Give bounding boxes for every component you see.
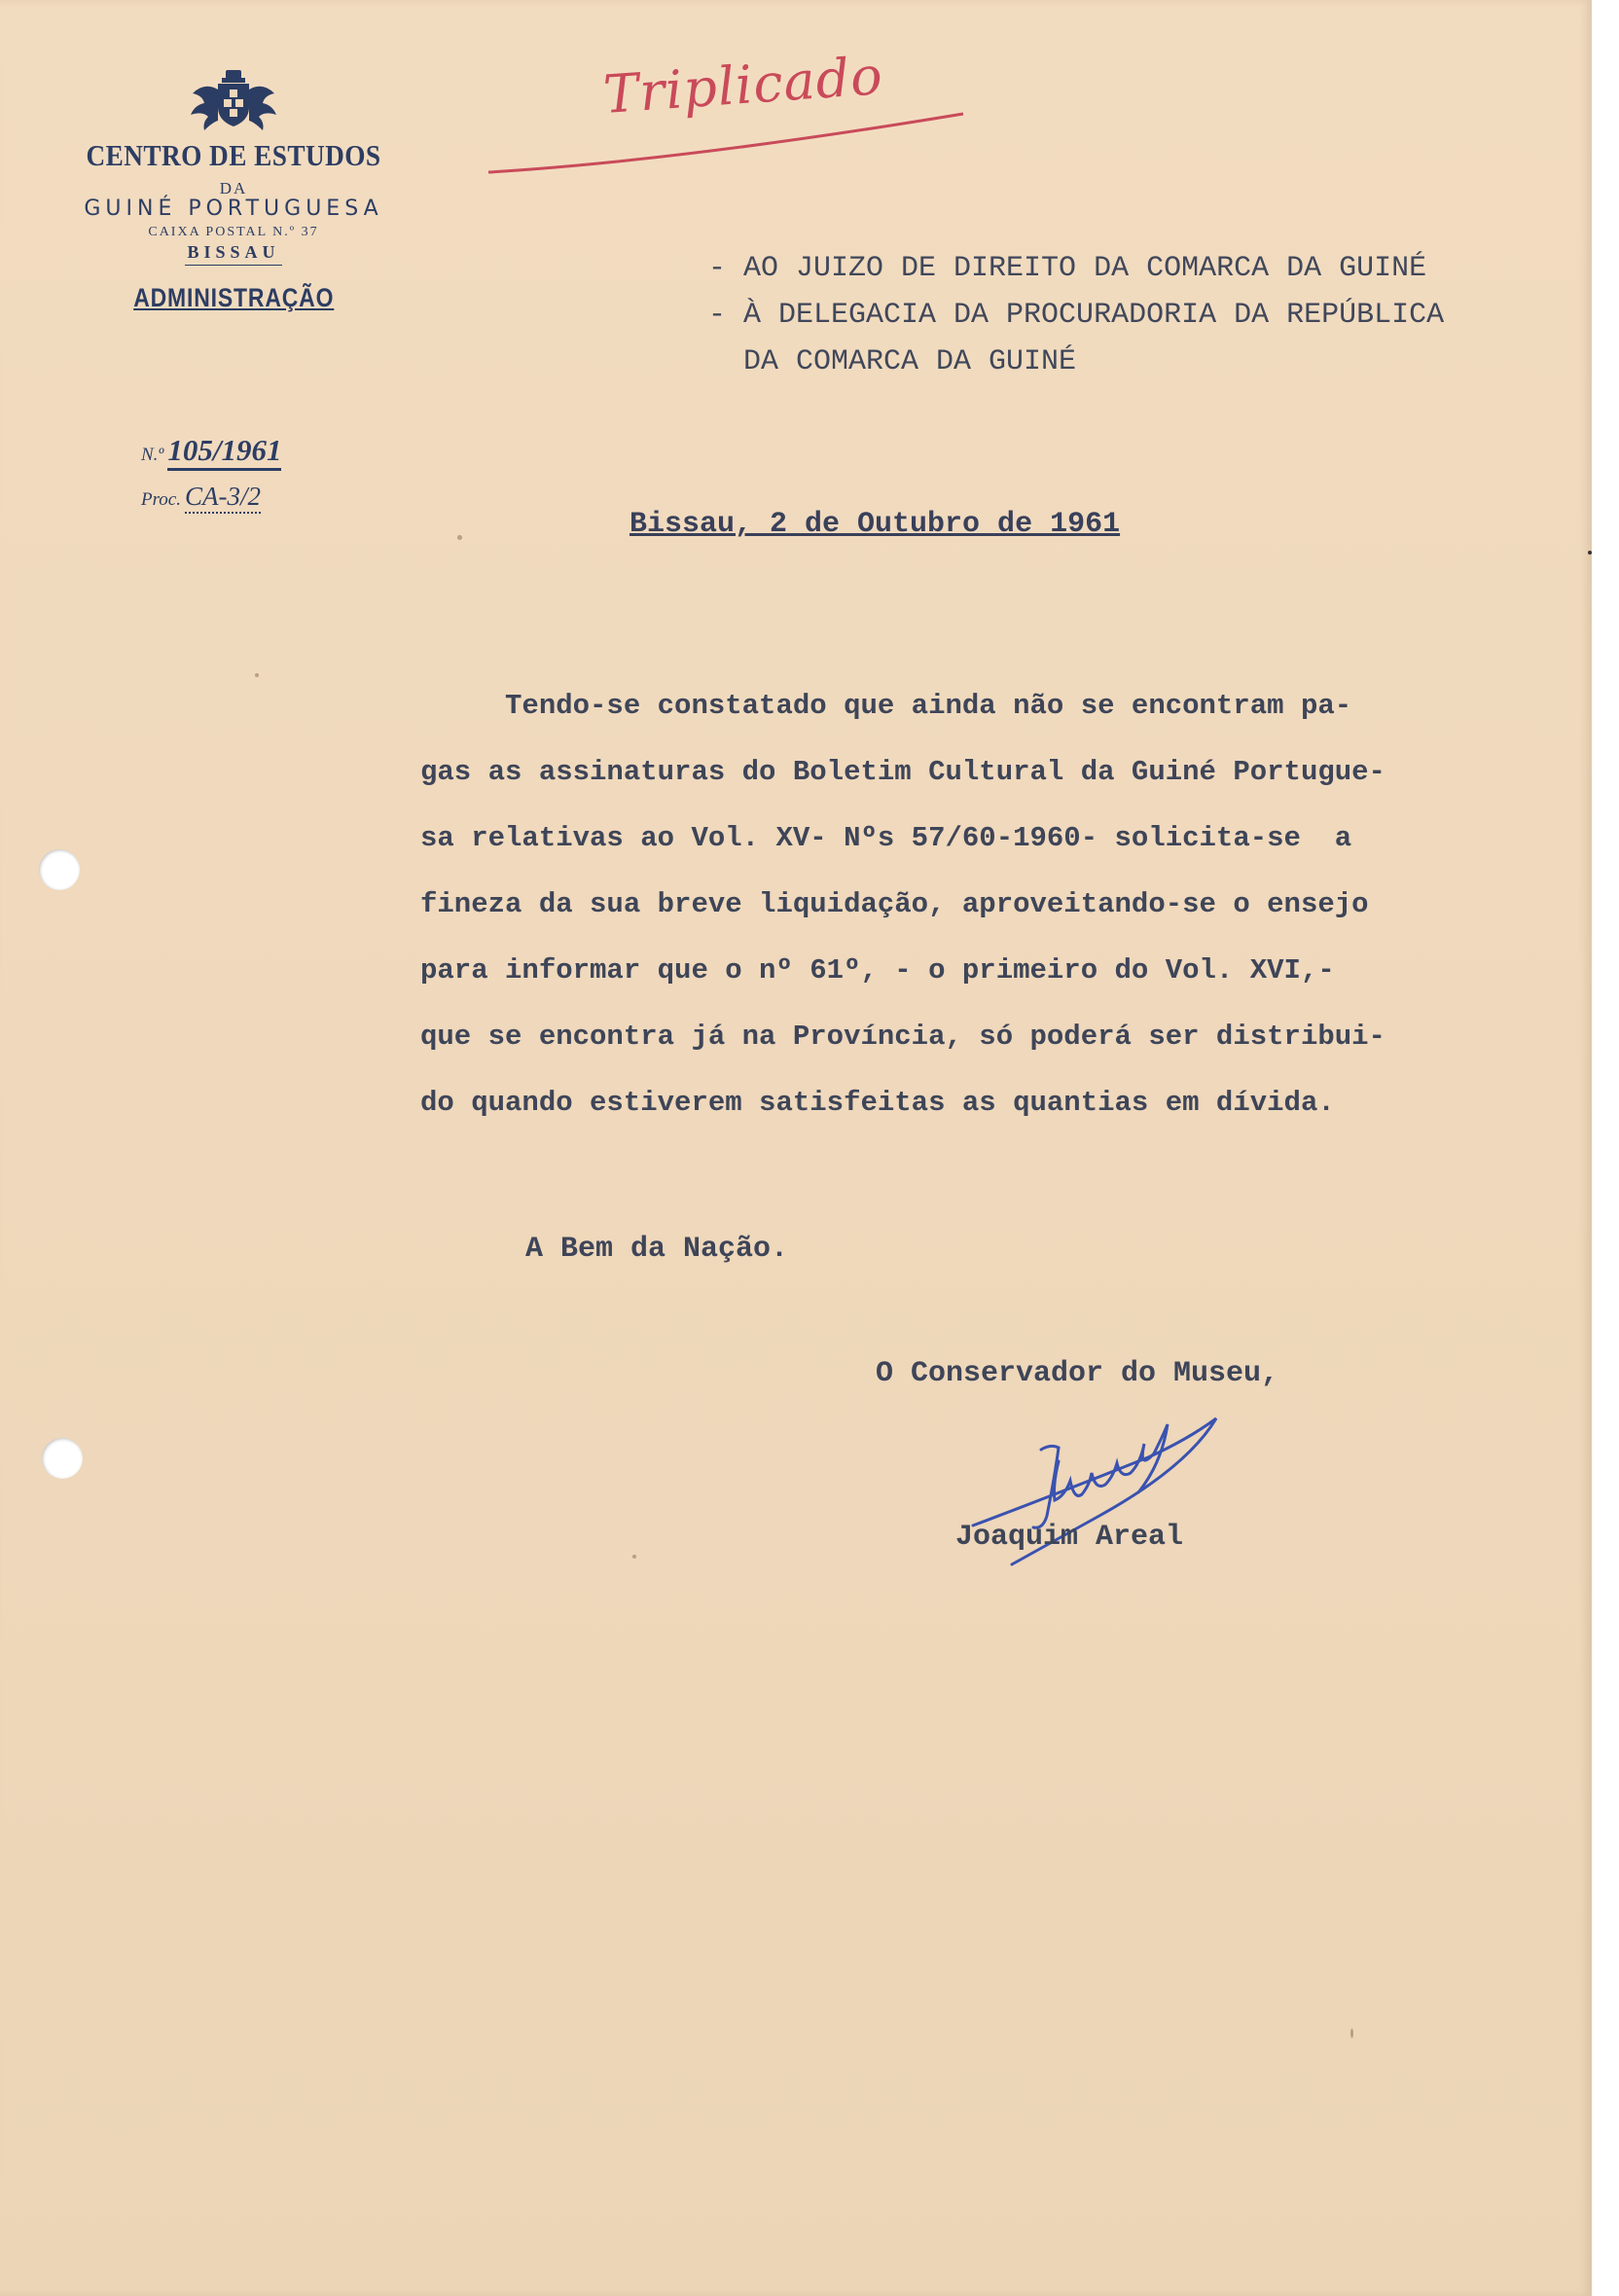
- handwritten-signature: [963, 1401, 1255, 1586]
- addressee-line: - À DELEGACIA DA PROCURADORIA DA REPÚBLICA: [708, 299, 1445, 332]
- body-line: do quando estiverem satisfeitas as quantias em dívida.: [420, 1087, 1335, 1119]
- body-line: fineza da sua breve liquidação, aproveitando-se o ensejo: [420, 888, 1369, 920]
- postal-address: CAIXA POSTAL N.º 37: [148, 225, 319, 239]
- closing-salutation: A Bem da Nação.: [525, 1233, 789, 1266]
- department-name: ADMINISTRAÇÃO: [132, 283, 335, 312]
- ref-number-label: N.º: [141, 445, 164, 465]
- body-line: para informar que o nº 61º, - o primeiro do Vol. XVI,-: [420, 954, 1335, 987]
- reference-block: [141, 433, 281, 530]
- letter-date: Bissau, 2 de Outubro de 1961: [630, 508, 1121, 541]
- org-name-region: GUINÉ PORTUGUESA: [84, 197, 383, 221]
- body-line: Tendo-se constatado que ainda não se encontram pa-: [420, 690, 1352, 722]
- coat-of-arms-icon: [189, 68, 278, 134]
- body-line: gas as assinaturas do Boletim Cultural da Guiné Portugue-: [420, 756, 1385, 788]
- body-line: sa relativas ao Vol. XV- Nºs 57/60-1960- solicita-se a: [420, 822, 1352, 854]
- punch-hole-lower: [42, 1438, 83, 1479]
- letterhead-stamp: [58, 68, 409, 313]
- process-value: CA-3/2: [185, 482, 261, 514]
- addressee-line: DA COMARCA DA GUINÉ: [708, 345, 1077, 378]
- ref-number-value: 105/1961: [167, 433, 281, 471]
- org-name-connector: DA: [219, 179, 248, 197]
- city-name: BISSAU: [187, 242, 280, 262]
- signatory-name: Joaquim Areal: [955, 1521, 1184, 1554]
- body-line: que se encontra já na Província, só poderá ser distribui-: [420, 1021, 1385, 1053]
- org-name: CENTRO DE ESTUDOS: [86, 138, 381, 172]
- annotation-underline: [486, 102, 973, 190]
- stamp-divider: [185, 265, 282, 266]
- signatory-title: O Conservador do Museu,: [876, 1357, 1279, 1390]
- letter-body: [420, 673, 1385, 1136]
- addressee-block: [708, 245, 1444, 385]
- addressee-line: - AO JUIZO DE DIREITO DA COMARCA DA GUINÉ: [708, 252, 1427, 285]
- handwritten-annotation: Triplicado: [601, 45, 885, 126]
- process-label: Proc.: [141, 489, 181, 510]
- punch-hole-upper: [39, 849, 80, 890]
